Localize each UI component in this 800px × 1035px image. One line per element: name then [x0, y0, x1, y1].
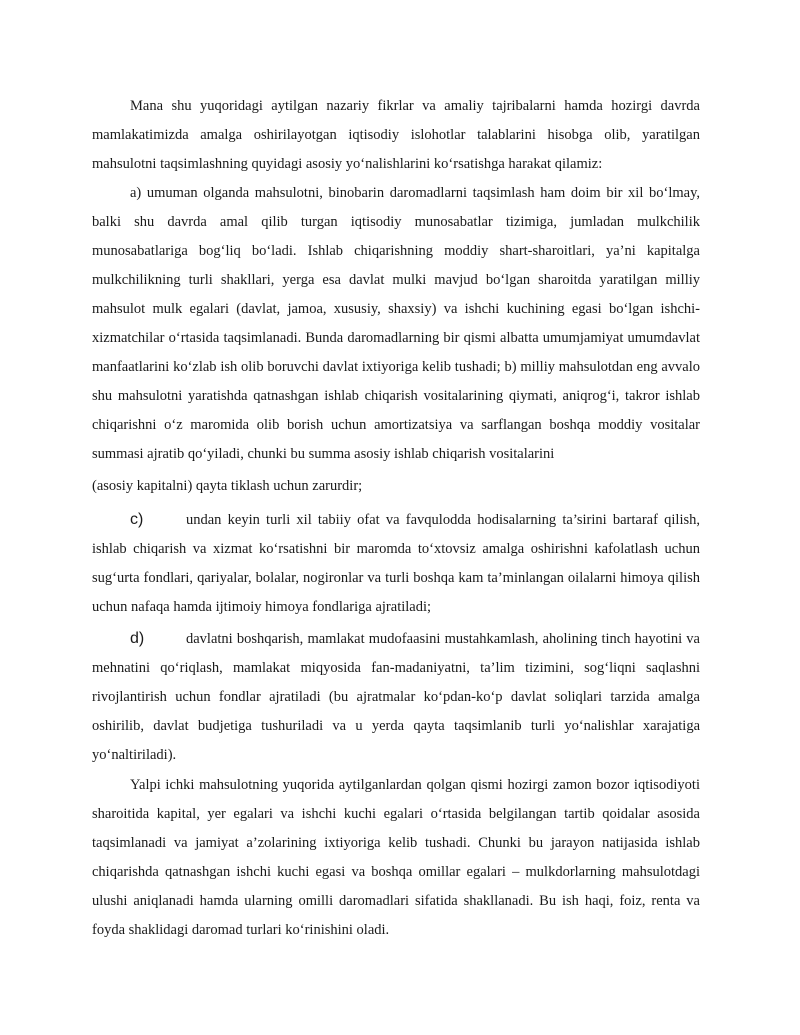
list-item-d-text: davlatni boshqarish, mamlakat mudofaasini mustahkamlash, aholining tinch hayotini va mehnatini qo‘riqlash, mamlakat miqyosida fan-madaniyatni, ta’lim tizimini, sog‘liqni saqlashni rivojlantirish uchun fondlar ajratiladi (bu ajratmalar ko‘pdan-ko‘p davlat soliqlari tarzida amalga oshirilib, davlat budjetiga tushuriladi va u yerda qayta taqsimlanib turli yo‘nalishlar xarajatiga yo‘naltiriladi). [92, 631, 700, 763]
list-item-c [92, 505, 700, 622]
list-item-d [92, 624, 700, 770]
list-item-c-text: undan keyin turli xil tabiiy ofat va favqulodda hodisalarning ta’sirini bartaraf qilish, ishlab chiqarish va xizmat ko‘rsatishni bir maromda to‘xtovsiz amalga oshirishni kafolatlash uchun sug‘urta fondlari, qariyalar, bolalar, nogironlar va turli boshqa kam ta’minlangan oilalarni himoya qilish uchun nafaqa hamda ijtimoiy himoya fondlariga ajratiladi; [92, 512, 700, 615]
paragraph-item-a-b: a) umuman olganda mahsulotni, binobarin daromadlarni taqsimlash ham doim bir xil bo‘lmay, balki shu davrda amal qilib turgan iqtisodiy munosabatlar tizimiga, jumladan mulkchilik munosabatlariga bog‘liq bo‘ladi. Ishlab chiqarishning moddiy shart-sharoitlari, ya’ni kapitalga mulkchilikning turli shakllari, yerga esa davlat mulki mavjud bo‘lgan sharoitda yaratilgan milliy mahsulot mulk egalari (davlat, jamoa, xususiy, shaxsiy) va ishchi kuchining egasi bo‘lgan ishchi-xizmatchilar o‘rtasida taqsimlanadi. Bunda daromadlarning bir qismi albatta umumjamiyat umumdavlat manfaatlarini ko‘zlab ish olib boruvchi davlat ixtiyoriga kelib tushadi; b) milliy mahsulotdan eng avvalo shu mahsulotni yaratishda qatnashgan ishlab chiqarish vositalarining qiymati, aniqrog‘i, takror ishlab chiqarishni o‘z maromida olib borish uchun amortizatsiya va sarflangan boshqa moddiy vositalar summasi ajratib qo‘yiladi, chunki bu summa asosiy ishlab chiqarish vositalarini [92, 185, 700, 462]
list-marker-d: d) [130, 630, 145, 647]
document-page [92, 92, 700, 945]
list-marker-c: c) [130, 511, 144, 528]
paragraph-conclusion: Yalpi ichki mahsulotning yuqorida aytilganlardan qolgan qismi hozirgi zamon bozor iqtisodiyoti sharoitida kapital, yer egalari va ishchi kuchi egalari o‘rtasida belgilangan tartib qoidalar asosida taqsimlanadi va jamiyat a’zolarining ixtiyoriga kelib tushadi. Chunki bu jarayon natijasida ishlab chiqarishda qatnashgan ishchi kuchi egasi va boshqa omillar egalari – mulkdorlarning mahsulotdagi ulushi aniqlanadi hamda ularning omilli daromadlari sifatida shakllanadi. Bu ish haqi, foiz, renta va foyda shaklidagi daromad turlari ko‘rinishini oladi. [92, 777, 700, 938]
paragraph-intro: Mana shu yuqoridagi aytilgan nazariy fikrlar va amaliy tajribalarni hamda hozirgi davrda mamlakatimizda amalga oshirilayotgan iqtisodiy islohotlar talablarini hisobga olib, yaratilgan mahsulotni taqsimlashning quyidagi asosiy yo‘nalishlarini ko‘rsatishga harakat qilamiz: [92, 98, 700, 172]
paragraph-continuation: (asosiy kapitalni) qayta tiklash uchun zarurdir; [92, 478, 363, 494]
